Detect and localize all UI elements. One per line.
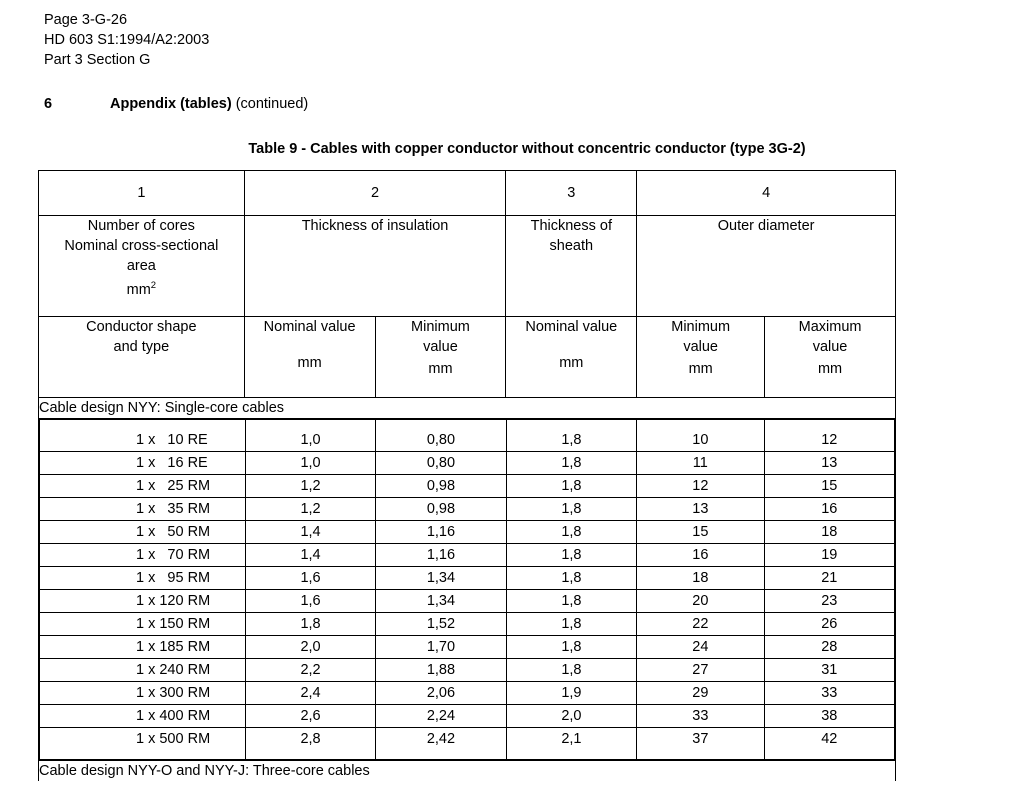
insulation-minimum-value: 0,98 <box>376 475 506 498</box>
outer-diameter-maximum: 38 <box>764 705 894 728</box>
subheader-od-max-line1: Maximum <box>798 319 862 335</box>
insulation-minimum-value: 0,98 <box>376 498 506 521</box>
subheader-od-min-line1: Minimum <box>671 319 731 335</box>
header-cores-line2: Nominal cross-sectional <box>64 238 219 254</box>
table-row <box>40 590 895 613</box>
header-page-number: Page 3-G-26 <box>44 12 128 28</box>
column-number-4: 4 <box>637 171 896 216</box>
column-number-row <box>39 171 896 216</box>
subheader-ins-nominal-unit: mm <box>297 355 322 371</box>
sheath-nominal-value: 1,8 <box>506 498 636 521</box>
column-number-2: 2 <box>244 171 506 216</box>
header-standard-reference: HD 603 S1:1994/A2:2003 <box>44 32 210 48</box>
outer-diameter-minimum: 16 <box>637 544 764 567</box>
subheader-insulation-minimum <box>375 317 506 398</box>
outer-diameter-maximum: 19 <box>764 544 894 567</box>
subheader-od-min-line2: value <box>683 339 718 355</box>
single-core-data-table <box>39 419 895 760</box>
header-part-section: Part 3 Section G <box>44 52 151 68</box>
insulation-minimum-value: 1,34 <box>376 590 506 613</box>
conductor-designation: 1 x 95 RM <box>40 567 246 590</box>
sheath-nominal-value: 1,8 <box>506 475 636 498</box>
conductor-designation: 1 x 240 RM <box>40 659 246 682</box>
cable-design-label-1: Cable design NYY: Single-core cables <box>39 398 896 419</box>
subheader-od-minimum <box>637 317 765 398</box>
outer-diameter-maximum: 15 <box>764 475 894 498</box>
insulation-minimum-value: 1,16 <box>376 544 506 567</box>
insulation-minimum-value: 2,42 <box>376 728 506 760</box>
cable-specifications-table <box>38 170 896 781</box>
outer-diameter-maximum: 31 <box>764 659 894 682</box>
subheader-conductor-line1: Conductor shape <box>86 319 197 335</box>
subheader-ins-min-unit: mm <box>428 361 453 377</box>
subheader-od-max-unit: mm <box>817 361 843 377</box>
conductor-designation: 1 x 25 RM <box>40 475 246 498</box>
table-row <box>40 567 895 590</box>
section-number: 6 <box>44 96 53 112</box>
insulation-nominal-value: 2,6 <box>245 705 375 728</box>
subheader-ins-min-line1: Minimum <box>411 319 470 335</box>
subheader-sheath-nominal-unit: mm <box>559 355 584 371</box>
conductor-designation: 1 x 10 RE <box>40 420 246 452</box>
outer-diameter-minimum: 11 <box>637 452 764 475</box>
header-cores-unit-base: mm <box>126 281 151 298</box>
header-cores-line3: area <box>126 258 156 274</box>
insulation-nominal-value: 1,2 <box>245 475 375 498</box>
section-title: Appendix (tables) <box>110 96 232 112</box>
subheader-sheath-nominal-label: Nominal value <box>525 319 618 335</box>
insulation-minimum-value: 1,52 <box>376 613 506 636</box>
table-row <box>40 521 895 544</box>
cable-design-row-three-core <box>39 761 896 782</box>
subheader-sheath-nominal <box>506 317 637 398</box>
outer-diameter-minimum: 13 <box>637 498 764 521</box>
insulation-minimum-value: 0,80 <box>376 420 506 452</box>
table-row <box>40 498 895 521</box>
table-row <box>40 659 895 682</box>
insulation-nominal-value: 1,4 <box>245 521 375 544</box>
outer-diameter-minimum: 37 <box>637 728 764 760</box>
subheader-ins-min-line2: value <box>423 339 458 355</box>
sheath-nominal-value: 1,9 <box>506 682 636 705</box>
conductor-designation: 1 x 70 RM <box>40 544 246 567</box>
outer-diameter-minimum: 10 <box>637 420 764 452</box>
insulation-nominal-value: 2,0 <box>245 636 375 659</box>
conductor-designation: 1 x 500 RM <box>40 728 246 760</box>
insulation-nominal-value: 1,4 <box>245 544 375 567</box>
outer-diameter-minimum: 27 <box>637 659 764 682</box>
insulation-minimum-value: 0,80 <box>376 452 506 475</box>
outer-diameter-minimum: 20 <box>637 590 764 613</box>
cable-design-label-2: Cable design NYY-O and NYY-J: Three-core cables <box>39 761 896 782</box>
insulation-nominal-value: 2,4 <box>245 682 375 705</box>
outer-diameter-minimum: 33 <box>637 705 764 728</box>
insulation-nominal-value: 2,2 <box>245 659 375 682</box>
subheader-insulation-nominal <box>244 317 375 398</box>
outer-diameter-minimum: 12 <box>637 475 764 498</box>
outer-diameter-maximum: 12 <box>764 420 894 452</box>
insulation-nominal-value: 1,0 <box>245 452 375 475</box>
header-number-of-cores <box>39 216 245 317</box>
insulation-nominal-value: 1,6 <box>245 567 375 590</box>
outer-diameter-maximum: 42 <box>764 728 894 760</box>
outer-diameter-minimum: 24 <box>637 636 764 659</box>
insulation-minimum-value: 1,16 <box>376 521 506 544</box>
header-thickness-of-insulation: Thickness of insulation <box>244 216 506 317</box>
subheader-od-maximum <box>765 317 896 398</box>
outer-diameter-maximum: 18 <box>764 521 894 544</box>
outer-diameter-maximum: 13 <box>764 452 894 475</box>
data-block-cell <box>39 419 896 761</box>
table-row <box>40 682 895 705</box>
conductor-designation: 1 x 35 RM <box>40 498 246 521</box>
conductor-designation: 1 x 120 RM <box>40 590 246 613</box>
header-outer-diameter: Outer diameter <box>637 216 896 317</box>
conductor-designation: 1 x 300 RM <box>40 682 246 705</box>
header-cores-unit <box>39 276 244 300</box>
table-row <box>40 728 895 760</box>
sheath-nominal-value: 1,8 <box>506 452 636 475</box>
outer-diameter-minimum: 15 <box>637 521 764 544</box>
insulation-minimum-value: 1,70 <box>376 636 506 659</box>
group-header-row <box>39 216 896 317</box>
section-continued-label: (continued) <box>235 96 309 112</box>
header-thickness-of-sheath <box>506 216 637 317</box>
page-header <box>44 10 209 70</box>
conductor-designation: 1 x 16 RE <box>40 452 246 475</box>
table-row <box>40 452 895 475</box>
header-sheath-line1: Thickness of <box>530 218 612 234</box>
subheader-ins-nominal-label: Nominal value <box>263 319 356 335</box>
conductor-designation: 1 x 400 RM <box>40 705 246 728</box>
column-number-3: 3 <box>506 171 637 216</box>
subheader-conductor-shape-type <box>39 317 245 398</box>
sheath-nominal-value: 1,8 <box>506 636 636 659</box>
insulation-minimum-value: 1,34 <box>376 567 506 590</box>
table-row <box>40 636 895 659</box>
conductor-designation: 1 x 50 RM <box>40 521 246 544</box>
sheath-nominal-value: 1,8 <box>506 567 636 590</box>
outer-diameter-maximum: 16 <box>764 498 894 521</box>
sheath-nominal-value: 1,8 <box>506 544 636 567</box>
table-row <box>40 613 895 636</box>
header-cores-unit-exponent: 2 <box>150 280 157 291</box>
header-cores-line1: Number of cores <box>87 218 195 234</box>
sheath-nominal-value: 1,8 <box>506 590 636 613</box>
subheader-od-max-line2: value <box>812 339 848 355</box>
sheath-nominal-value: 1,8 <box>506 420 636 452</box>
outer-diameter-maximum: 28 <box>764 636 894 659</box>
table-caption: Table 9 - Cables with copper conductor without concentric conductor (type 3G-2) <box>248 141 806 157</box>
cable-design-row-single-core <box>39 398 896 419</box>
section-heading <box>44 96 308 112</box>
insulation-nominal-value: 1,8 <box>245 613 375 636</box>
subheader-od-min-unit: mm <box>688 361 713 377</box>
header-sheath-line2: sheath <box>549 238 594 254</box>
conductor-designation: 1 x 150 RM <box>40 613 246 636</box>
insulation-minimum-value: 2,06 <box>376 682 506 705</box>
insulation-minimum-value: 2,24 <box>376 705 506 728</box>
sheath-nominal-value: 1,8 <box>506 521 636 544</box>
outer-diameter-minimum: 22 <box>637 613 764 636</box>
outer-diameter-minimum: 18 <box>637 567 764 590</box>
insulation-minimum-value: 1,88 <box>376 659 506 682</box>
conductor-designation: 1 x 185 RM <box>40 636 246 659</box>
table-row <box>40 420 895 452</box>
table-row <box>40 705 895 728</box>
outer-diameter-maximum: 21 <box>764 567 894 590</box>
sheath-nominal-value: 2,1 <box>506 728 636 760</box>
sheath-nominal-value: 2,0 <box>506 705 636 728</box>
insulation-nominal-value: 1,2 <box>245 498 375 521</box>
outer-diameter-maximum: 23 <box>764 590 894 613</box>
outer-diameter-maximum: 26 <box>764 613 894 636</box>
sheath-nominal-value: 1,8 <box>506 613 636 636</box>
data-block-single-core <box>39 419 896 761</box>
insulation-nominal-value: 2,8 <box>245 728 375 760</box>
outer-diameter-minimum: 29 <box>637 682 764 705</box>
column-number-1: 1 <box>39 171 245 216</box>
outer-diameter-maximum: 33 <box>764 682 894 705</box>
insulation-nominal-value: 1,0 <box>245 420 375 452</box>
table-row <box>40 475 895 498</box>
sub-header-row <box>39 317 896 398</box>
table-row <box>40 544 895 567</box>
insulation-nominal-value: 1,6 <box>245 590 375 613</box>
sheath-nominal-value: 1,8 <box>506 659 636 682</box>
subheader-conductor-line2: and type <box>113 339 170 355</box>
